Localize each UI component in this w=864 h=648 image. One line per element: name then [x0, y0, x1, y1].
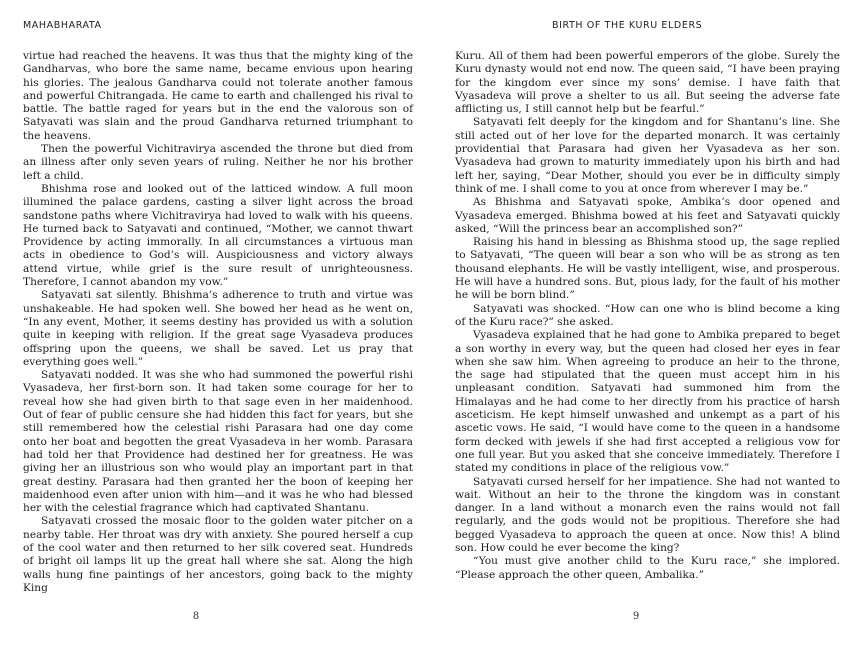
running-head: BIRTH OF THE KURU ELDERS [552, 20, 703, 31]
paragraph: Satyavati felt deeply for the kingdom and for Shantanu’s line. She still acted out of her love for the departed monarch. It was certainly providential that Parasara had given her Vyasadeva as her son. Vyasadeva had grown to maturity immediately upon his birth and had left her, saying, “Dear Mother, should you ever be in difficulty simply think of me. I shall come to you at once from wherever I may be.” [455, 116, 840, 195]
running-head: MAHABHARATA [23, 20, 102, 31]
paragraph: Satyavati was shocked. “How can one who is blind become a king of the Kuru race?” she asked. [455, 302, 840, 328]
body-text [455, 50, 840, 582]
paragraph: As Bhishma and Satyavati spoke, Ambika’s door opened and Vyasadeva emerged. Bhishma bowed at his feet and Satyavati quickly asked, “Will the princess bear an accomplished son?” [455, 196, 840, 235]
paragraph: virtue had reached the heavens. It was thus that the mighty king of the Gandharvas, who bore the same name, became envious upon hearing his glories. The jealous Gandharva could not tolerate another famous and powerful Chitrangada. He came to earth and challenged his rival to battle. The battle raged for years but in the end the valorous son of Satyavati was slain and the proud Gandharva returned triumphant to the heavens. [23, 50, 413, 142]
paragraph: Then the powerful Vichitravirya ascended the throne but died from an illness after only seven years of ruling. Neither he nor his brother left a child. [23, 143, 413, 182]
paragraph: Vyasadeva explained that he had gone to Ambika prepared to beget a son worthy in every way, but the queen had closed her eyes in fear when she saw him. When agreeing to produce an heir to the throne, the sage had stipulated that the queen must accept him in his unpleasant condition. Satyavati had summoned him from the Himalayas and he had come to her directly from his practice of harsh asceticism. He kept himself unwashed and unkempt as a part of his ascetic vows. He said, “I would have come to the queen in a handsome form decked with jewels if she had first accepted a religious vow for one full year. But you asked that she conceive immediately. Therefore I stated my conditions in place of the religious vow.” [455, 329, 840, 475]
paragraph: Satyavati sat silently. Bhishma’s adherence to truth and virtue was unshakeable. He had spoken well. She bowed her head as he went on, “In any event, Mother, it seems destiny has provided us with a solution quite in keeping with religion. If the great sage Vyasadeva produces offspring upon the queens, we shall be saved. Let us pray that everything goes well.” [23, 289, 413, 368]
paragraph: Satyavati cursed herself for her impatience. She had not wanted to wait. Without an heir to the throne the kingdom was in constant danger. In a land without a monarch even the rains would not fall regularly, and the gods would not be propitious. Therefore she had begged Vyasadeva to approach the queen at once. Now this! A blind son. How could he ever become the king? [455, 475, 840, 554]
page-number: 9 [632, 611, 640, 622]
paragraph: Bhishma rose and looked out of the latticed window. A full moon illumined the palace gardens, casting a silver light across the broad sandstone paths where Vichitravirya had loved to walk with his queens. He turned back to Satyavati and continued, “Mother, we cannot thwart Providence by acting immorally. In all circumstances a virtuous man acts in obedience to God’s will. Auspiciousness and victory always attend virtue, while grief is the sure result of unrighteousness. Therefore, I cannot abandon my vow.” [23, 182, 413, 289]
right-page [432, 0, 864, 648]
paragraph: Raising his hand in blessing as Bhishma stood up, the sage replied to Satyavati, “The queen will bear a son who will be as strong as ten thousand elephants. He will be vastly intelligent, wise, and prosperous. He will have a hundred sons. But, pious lady, for the fault of his mother he will be born blind.” [455, 236, 840, 302]
paragraph: “You must give another child to the Kuru race,” she implored. “Please approach the other queen, Ambalika.” [455, 555, 840, 581]
page-number: 8 [192, 611, 200, 622]
body-text [23, 50, 413, 595]
paragraph: Kuru. All of them had been powerful emperors of the globe. Surely the Kuru dynasty would not end now. The queen said, “I have been praying for the kingdom ever since my sons’ demise. I have faith that Vyasadeva will prove a shelter to us all. But seeing the adverse fate afflicting us, I still cannot help but be fearful.” [455, 50, 840, 116]
paragraph: Satyavati nodded. It was she who had summoned the powerful rishi Vyasadeva, her first-born son. It had taken some courage for her to reveal how she had given birth to that sage even in her maidenhood. Out of fear of public censure she had hidden this fact for years, but she still remembered how the celestial rishi Parasara had one day come onto her boat and begotten the great Vyasadeva in her womb. Parasara had told her that Providence had destined her for greatness. He was giving her an illustrious son who would play an important part in that great destiny. Parasara had then granted her the boon of keeping her maidenhood even after union with him—and it was he who had blessed her with the celestial fragrance which had captivated Shantanu. [23, 369, 413, 515]
paragraph: Satyavati crossed the mosaic floor to the golden water pitcher on a nearby table. Her throat was dry with anxiety. She poured herself a cup of the cool water and then returned to her silk covered seat. Hundreds of bright oil lamps lit up the great hall where she sat. Along the high walls hung fine paintings of her ancestors, going back to the mighty King [23, 515, 413, 594]
